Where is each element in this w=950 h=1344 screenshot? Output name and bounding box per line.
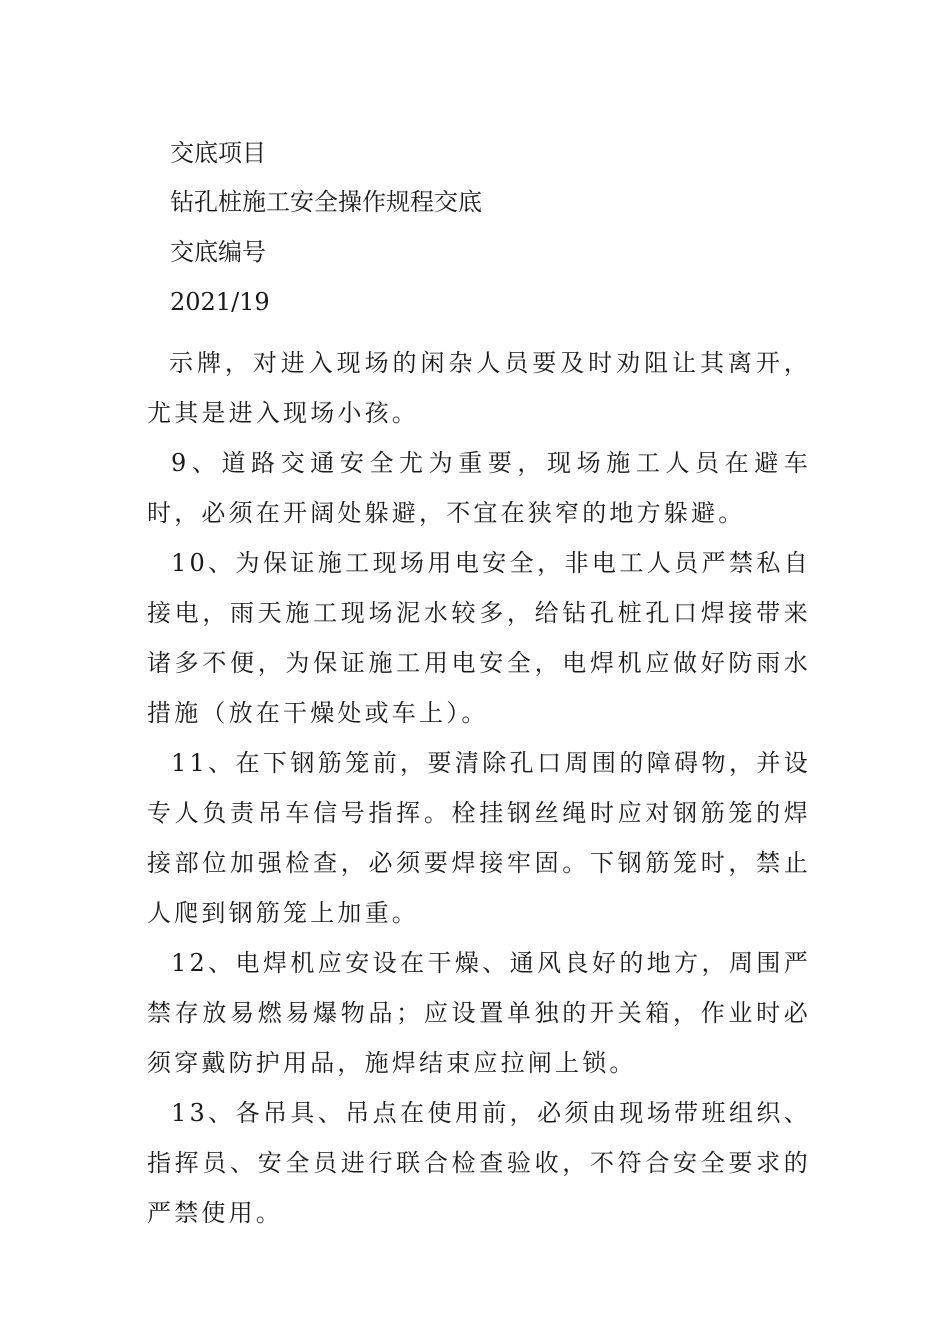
document-body <box>147 338 811 1238</box>
disclosure-number-value: 2021/19 <box>170 288 270 316</box>
paragraph-continued: 示牌，对进入现场的闲杂人员要及时劝阻让其离开，尤其是进入现场小孩。 <box>147 349 811 427</box>
disclosure-number-label: 交底编号 <box>170 238 266 266</box>
paragraph-item-12: 12、电焊机应安设在干燥、通风良好的地方，周围严禁存放易燃易爆物品；应设置单独的开关箱，作业时必须穿戴防护用品，施焊结束应拉闸上锁。 <box>147 949 811 1077</box>
paragraph-item-10: 10、为保证施工现场用电安全，非电工人员严禁私自接电，雨天施工现场泥水较多，给钻孔桩孔口焊接带来诸多不便，为保证施工用电安全，电焊机应做好防雨水措施（放在干燥处或车上）。 <box>147 549 811 727</box>
paragraph-item-9: 9、道路交通安全尤为重要，现场施工人员在避车时，必须在开阔处躲避，不宜在狭窄的地方躲避。 <box>147 449 811 527</box>
paragraph-item-13: 13、各吊具、吊点在使用前，必须由现场带班组织、指挥员、安全员进行联合检查验收，不符合安全要求的严禁使用。 <box>147 1099 811 1227</box>
disclosure-item-value: 钻孔桩施工安全操作规程交底 <box>170 188 482 216</box>
paragraph-item-11: 11、在下钢筋笼前，要清除孔口周围的障碍物，并设专人负责吊车信号指挥。栓挂钢丝绳时应对钢筋笼的焊接部位加强检查，必须要焊接牢固。下钢筋笼时，禁止人爬到钢筋笼上加重。 <box>147 749 811 927</box>
disclosure-item-label: 交底项目 <box>170 139 266 167</box>
